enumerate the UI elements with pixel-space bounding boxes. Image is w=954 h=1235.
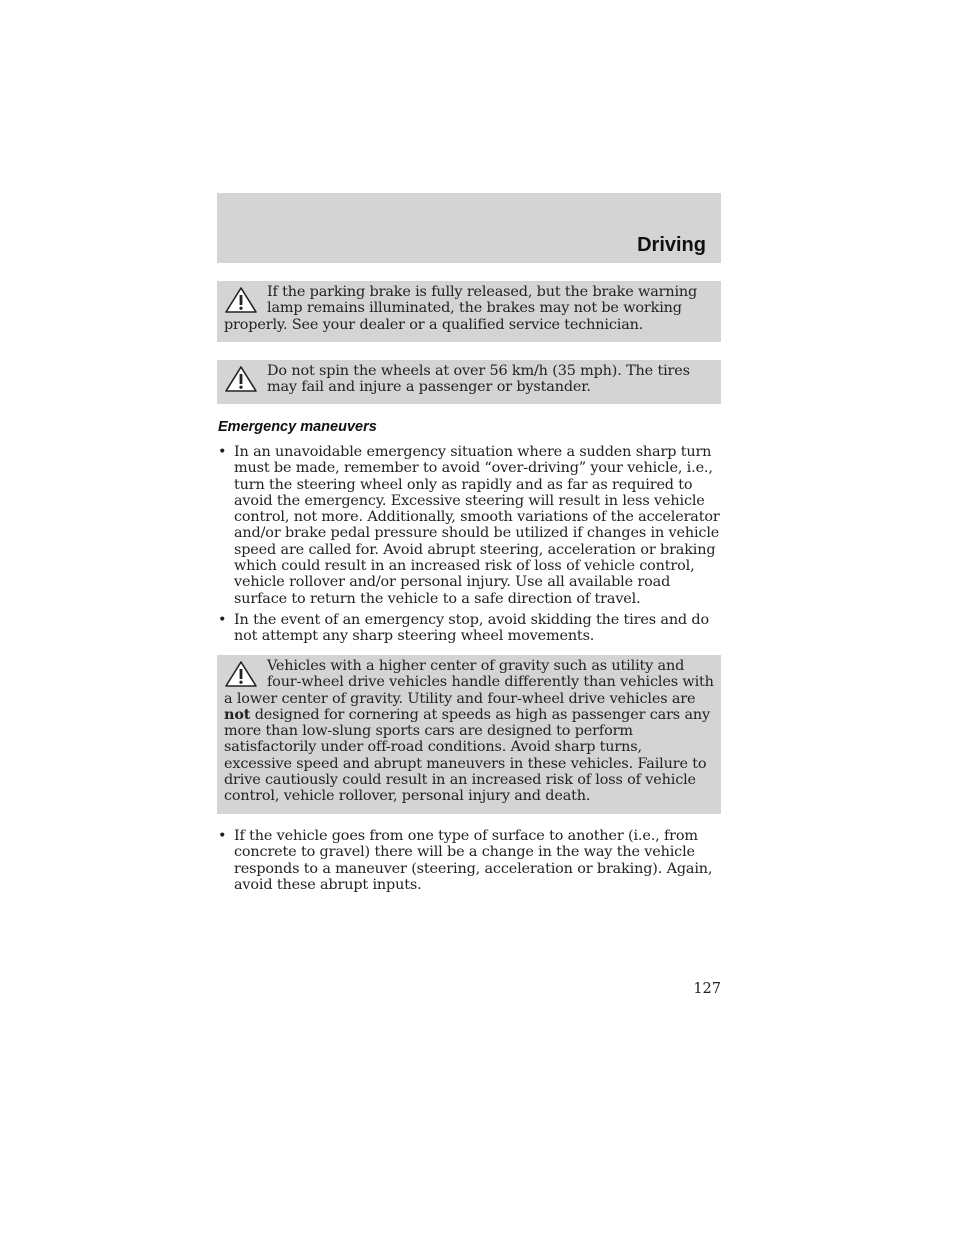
page-title: Driving (637, 234, 706, 256)
bullet-list-2 (217, 828, 723, 898)
bullet-list-1 (217, 444, 723, 650)
warning-triangle-icon (224, 286, 260, 314)
page-number: 127 (693, 981, 721, 997)
warning-text: If the parking brake is fully released, but the brake warning lamp remains illuminated, the brakes may not be working properly. See your dealer or a qualified service technician. (224, 284, 698, 333)
warning-box-parking-brake (217, 281, 721, 342)
warning-box-center-of-gravity (217, 655, 721, 814)
warning-emphasis: not (224, 705, 251, 723)
warning-triangle-icon (224, 365, 260, 393)
section-heading: Emergency maneuvers (218, 419, 377, 435)
warning-triangle-icon (224, 660, 260, 688)
warning-box-wheel-spin (217, 360, 721, 404)
header-band (217, 193, 721, 263)
list-item: • In an unavoidable emergency situation where a sudden sharp turn must be made, remember to avoid “over-driving” your vehicle, i.e., turn the steering wheel only as rapidly and as far as required to avoid the emergency. Excessive steering will result in less vehicle control, not more. Additionally, smooth variations of the accelerator and/or brake pedal pressure should be utilized if changes in vehicle speed are called for. Avoid abrupt steering, acceleration or braking which could result in an increased risk of loss of vehicle control, vehicle rollover and/or personal injury. Use all available road surface to return the vehicle to a safe direction of travel. (217, 444, 723, 607)
warning-text: designed for cornering at speeds as high as passenger cars any more than low-slung sports cars are designed to perform satisfactorily under off-road conditions. Avoid sharp turns, excessive speed and abrupt maneuvers in these vehicles. Failure to drive cautiously could result in an increased risk of loss of vehicle control, vehicle rollover, personal injury and death. (224, 706, 710, 805)
warning-text: Do not spin the wheels at over 56 km/h (35 mph). The tires may fail and injure a passenger or bystander. (267, 363, 690, 396)
list-item: • In the event of an emergency stop, avoid skidding the tires and do not attempt any sharp steering wheel movements. (217, 612, 723, 645)
list-item: • If the vehicle goes from one type of surface to another (i.e., from concrete to gravel) there will be a change in the way the vehicle responds to a maneuver (steering, acceleration or braking). Again, avoid these abrupt inputs. (217, 828, 723, 893)
warning-text: Vehicles with a higher center of gravity such as utility and four-wheel drive vehicles handle differently than vehicles with a lower center of gravity. Utility and four-wheel drive vehicles are (224, 658, 714, 707)
